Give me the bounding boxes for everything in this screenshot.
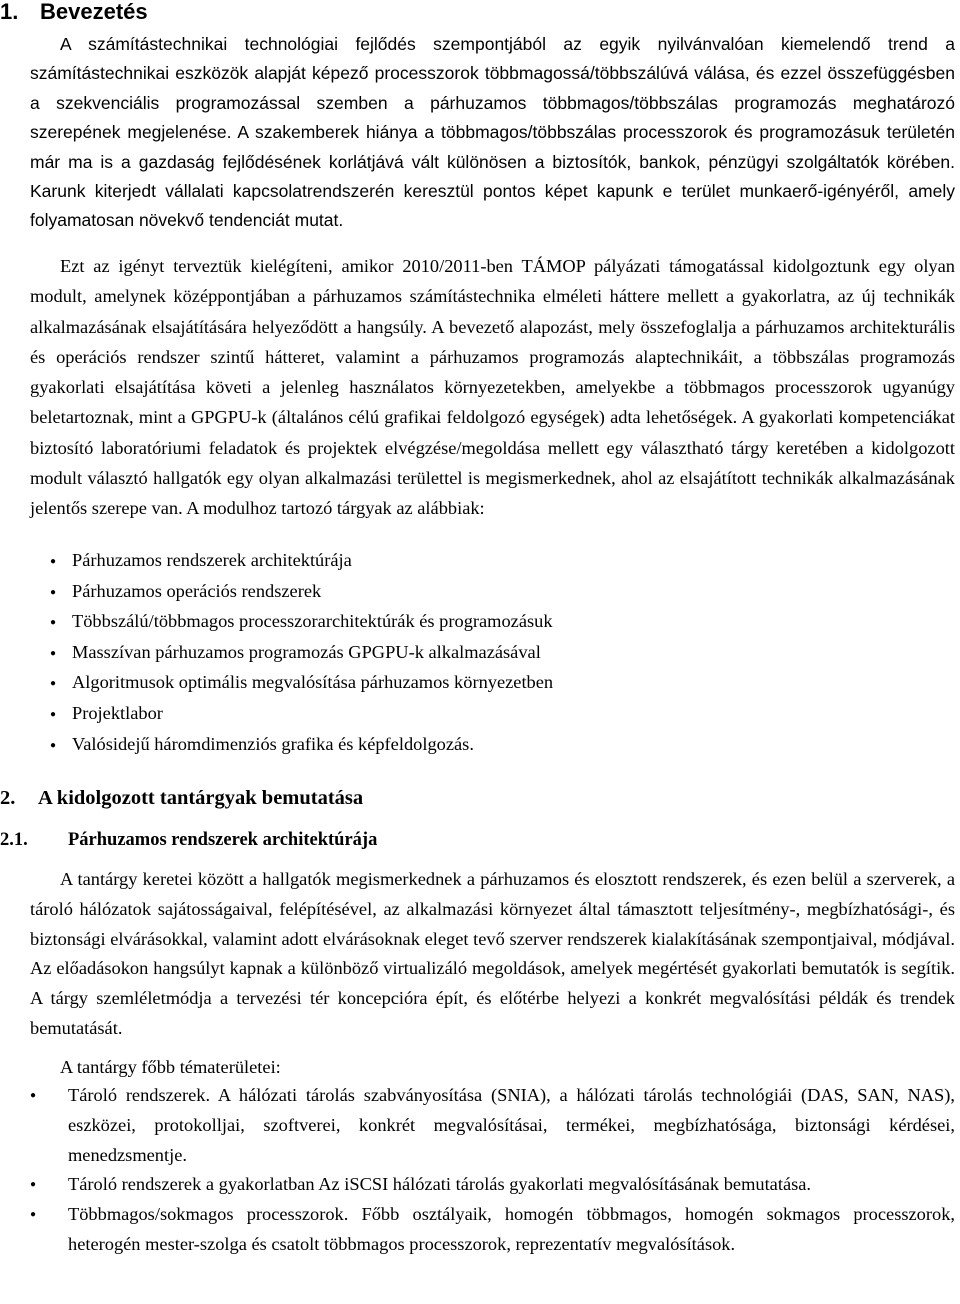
section-1-number: 1. — [0, 0, 19, 24]
list-item: ● Többmagos/sokmagos processzorok. Főbb osztályaik, homogén többmagos, homogén sokmagos processzorok, heterogén mester-szolga és csatolt többmagos processzorok, reprezentatív megvalósítások. — [30, 1200, 955, 1260]
section-2-number: 2. — [0, 787, 16, 809]
course-description-paragraph: A tantárgy keretei között a hallgatók megismerkednek a párhuzamos és elosztott rendszerek, és ezen belül a szerverek, a tároló hálózatok sajátosságaival, felépítésével, az alkalmazási környezet által támasztott teljesítmény-, megbízhatósági-, és biztonsági elvárásokkal, valamint adott elvárásoknak eleget tevő szerver rendszerek kialakításának szempontjaival, módjával. Az előadásokon hangsúlyt kapnak a különböző virtualizáló megoldások, amelyek megértését gyakorlati bemutatók is segítik. A tárgy szemléletmódja a tervezési tér koncepcióra épít, és előtérbe helyezi a konkrét megvalósítási példák és trendek bemutatását. — [30, 869, 955, 1038]
module-description-paragraph: Ezt az igényt terveztük kielégíteni, amikor 2010/2011-ben TÁMOP pályázati támogatással kidolgoztunk egy olyan modult, amelynek középpontjában a párhuzamos számítástechnika elméleti háttere mellett a gyakorlatra, az új technikák alkalmazásának elsajátítására helyeződött a hangsúly. A bevezető alapozást, mely összefoglalja a párhuzamos architekturális és operációs rendszer szintű hátteret, valamint a párhuzamos programozás alaptechnikáit, a többszálas programozás gyakorlati elsajátítása követi a jelenleg használatos környezetekben, amelyekbe a többmagos processzorok ugyanúgy beletartoznak, mint a GPGPU-k (általános célú grafikai feldolgozó egységek) adta lehetőségek. A gyakorlati kompetenciákat biztosító laboratóriumi feladatok és projektek elvégzése/megoldása mellett egy választható tárgy keretében a kidolgozott modult választó hallgatók egy olyan alkalmazási területtel is megismerkednek, ahol az elsajátított technikák alkalmazásának jelentős szerepe van. A modulhoz tartozó tárgyak az alábbiak: — [30, 256, 955, 519]
list-item: ● Tároló rendszerek a gyakorlatban Az iSCSI hálózati tárolás gyakorlati megvalósításának bemutatása. — [30, 1170, 955, 1200]
module-course-list — [50, 545, 553, 759]
list-item: ● Tároló rendszerek. A hálózati tárolás szabványosítása (SNIA), a hálózati tárolás technológiái (DAS, SAN, NAS), eszközei, protokolljai, szoftverei, konkrét megvalósításai, termékei, megbízhatósága, biztonsági kérdései, menedzsmentje. — [30, 1081, 955, 1170]
list-item: ● Masszívan párhuzamos programozás GPGPU-k alkalmazásával — [50, 637, 553, 668]
list-item: ● Algoritmusok optimális megvalósítása párhuzamos környezetben — [50, 667, 553, 698]
list-item: ● Valósidejű háromdimenziós grafika és képfeldolgozás. — [50, 729, 553, 760]
topics-intro: A tantárgy főbb tématerületei: — [60, 1057, 281, 1077]
list-item: ● Párhuzamos operációs rendszerek — [50, 576, 553, 607]
section-2-heading — [0, 786, 363, 810]
section-2-title: A kidolgozott tantárgyak bemutatása — [38, 787, 364, 809]
section-2-1-number: 2.1. — [0, 830, 28, 850]
list-item: ● Projektlabor — [50, 698, 553, 729]
section-2-1-title: Párhuzamos rendszerek architektúrája — [68, 830, 378, 850]
section-1-title: Bevezetés — [40, 0, 148, 24]
topics-list — [30, 1081, 955, 1260]
list-item: ● Párhuzamos rendszerek architektúrája — [50, 545, 553, 576]
section-2-1-heading — [0, 828, 377, 852]
list-item: ● Többszálú/többmagos processzorarchitektúrák és programozásuk — [50, 606, 553, 637]
section-1-heading — [0, 0, 148, 24]
intro-paragraph: A számítástechnikai technológiai fejlődés szempontjából az egyik nyilvánvalóan kiemelendő trend a számítástechnikai eszközök alapját képező processzorok többmagossá/többszálúvá válása, és ezzel összefüggésben a szekvenciális programozással szemben a párhuzamos többmagos/többszálas programozás meghatározó szerepének megjelenése. A szakemberek hiánya a többmagos/többszálas processzorok és programozásuk területén már ma is a gazdaság fejlődésének korlátjává vált különösen a biztosítók, bankok, pénzügyi szolgáltatók körében. Karunk kiterjedt vállalati kapcsolatrendszerén keresztül pontos képet kapunk e terület munkaerő-igényéről, amely folyamatosan növekvő tendenciát mutat. — [30, 34, 955, 231]
